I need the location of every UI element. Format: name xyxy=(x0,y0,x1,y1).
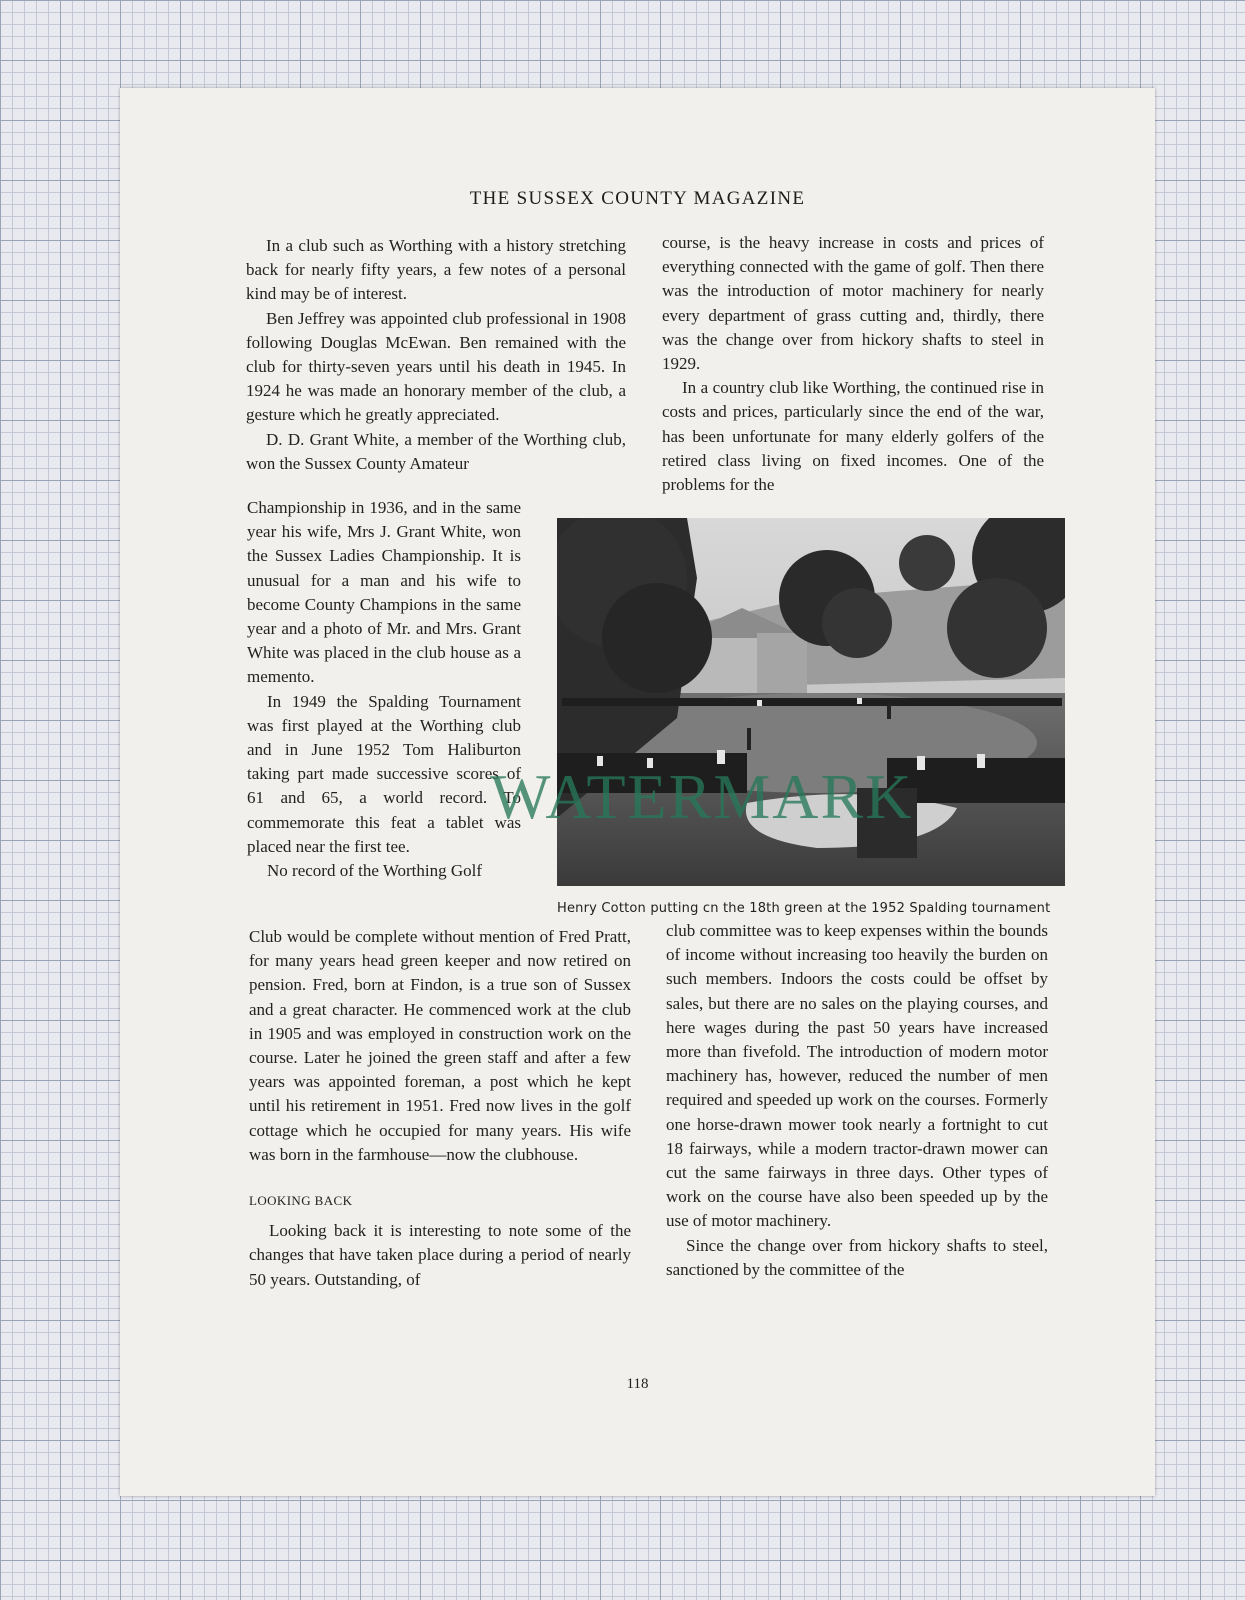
paragraph: No record of the Worthing Golf xyxy=(267,861,483,881)
paragraph: In a club such as Worthing with a history stretching back for nearly fifty years, a few notes of a personal kind may be of interest. xyxy=(246,236,626,304)
paragraph: Club would be complete without mention of Fred Pratt, for many years head green keeper and now retired on pension. Fred, born at Findon, is a true son of Sussex and a great character. He commenced work at the club in 1905 and was employed in construction work on the course. Later he joined the green staff and after a few years was appointed foreman, a post which he kept until his retirement in 1951. Fred now lives in the golf cottage which he occupied for many years. His wife was born in the farmhouse—now the clubhouse. xyxy=(249,927,631,1164)
paragraph: course, is the heavy increase in costs and prices of everything connected with the game of golf. Then there was the introduction of motor machinery for nearly every department of grass cutting and, thirdly, there was the change over from hickory shafts to steel in 1929. xyxy=(662,233,1044,374)
paragraph: In 1949 the Spalding Tournament was first played at the Worthing club and in June 1952 Tom Haliburton taking part made successive scores of 61 and 65, a world record. To commemorate this feat a tablet was placed near the first tee. xyxy=(247,691,521,856)
watermark: WATERMARK xyxy=(490,761,914,832)
magazine-header: THE SUSSEX COUNTY MAGAZINE xyxy=(469,188,806,209)
section-subheading: LOOKING BACK xyxy=(249,1193,353,1209)
right-column-bottom xyxy=(666,919,1048,1282)
right-column-top xyxy=(662,231,1044,497)
left-column-bottom xyxy=(249,925,631,1292)
left-column-top xyxy=(246,234,626,476)
page-number: 118 xyxy=(626,1376,649,1392)
paragraph: Ben Jeffrey was appointed club professional in 1908 following Douglas McEwan. Ben remained with the club for thirty-seven years until his death in 1945. In 1924 he was made an honorary member of the club, a gesture which he greatly appreciated. xyxy=(246,308,626,425)
paragraph: In a country club like Worthing, the continued rise in costs and prices, particularly since the end of the war, has been unfortunate for many elderly golfers of the retired class living on fixed incomes. One of the problems for the xyxy=(662,378,1044,495)
paragraph: Looking back it is interesting to note some of the changes that have taken place during a period of nearly 50 years. Outstanding, of xyxy=(249,1221,631,1289)
paragraph: D. D. Grant White, a member of the Worthing club, won the Sussex County Amateur xyxy=(246,429,626,473)
paragraph: Championship in 1936, and in the same year his wife, Mrs J. Grant White, won the Sussex Ladies Championship. It is unusual for a man and his wife to become County Champions in the same year and a photo of Mr. and Mrs. Grant White was placed in the club house as a memento. xyxy=(247,498,521,687)
paragraph: club committee was to keep expenses within the bounds of income without increasing too heavily the burden on such members. Indoors the costs could be offset by sales, but there are no sales on the playing courses, and here wages during the past 50 years have increased more than fivefold. The introduction of modern motor machinery has, however, reduced the number of men required and speeded up work on the courses. Formerly one horse-drawn mower took nearly a fortnight to cut 18 fairways, while a modern tractor-drawn mower can cut the same fairways in three days. Other types of work on the course have also been speeded up by the use of motor machinery. xyxy=(666,921,1048,1231)
paragraph: Since the change over from hickory shafts to steel, sanctioned by the committee of the xyxy=(666,1235,1048,1279)
photo-caption: Henry Cotton putting cn the 18th green at the 1952 Spalding tournament xyxy=(557,901,1051,916)
left-column-narrow xyxy=(247,496,521,883)
